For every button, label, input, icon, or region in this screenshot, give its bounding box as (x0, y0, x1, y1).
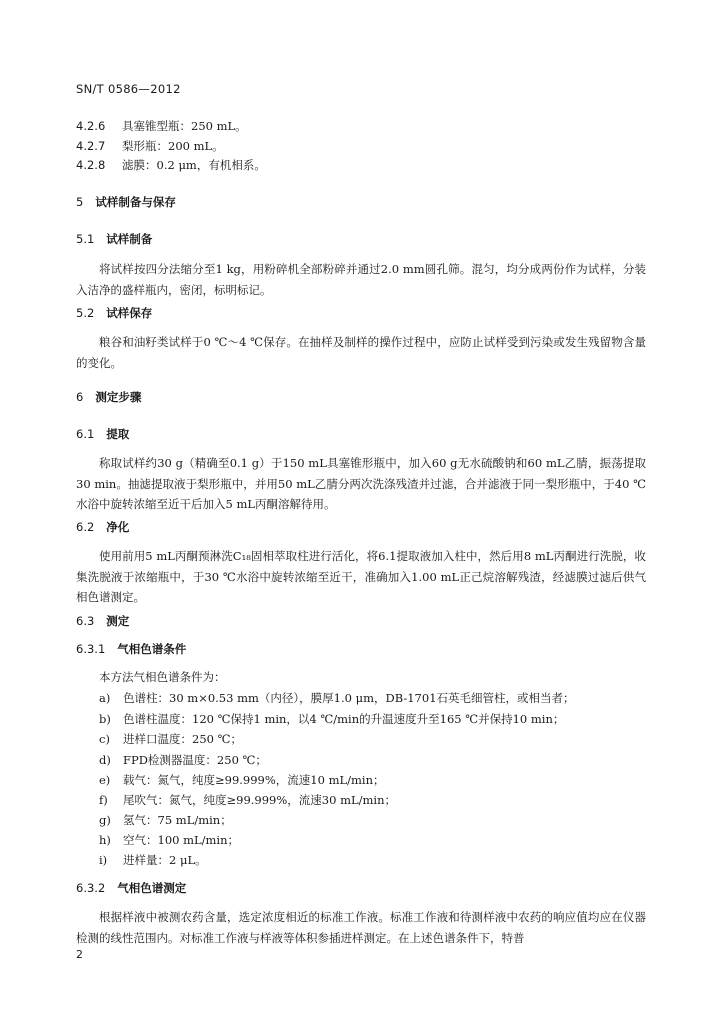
section-number: 6.1 (76, 427, 95, 441)
section-number: 6.3.1 (76, 642, 106, 656)
section-title: 测定步骤 (95, 390, 142, 404)
condition-item-d (76, 752, 267, 768)
list-text: 进样量：2 μL。 (123, 853, 207, 867)
section-number: 6.2 (76, 520, 95, 534)
list-marker: f) (99, 793, 108, 807)
condition-item-a (76, 690, 575, 706)
section-title: 气相色谱测定 (117, 881, 187, 895)
list-text: 色谱柱：30 m×0.53 mm（内径），膜厚1.0 μm，DB-1701石英毛细管柱，或相当者； (123, 691, 575, 705)
list-text: 空气：100 mL/min； (123, 833, 240, 847)
section-6-heading (76, 389, 141, 405)
section-number: 6.3 (76, 614, 95, 628)
section-6-3-heading (76, 613, 129, 629)
list-text: 尾吹气：氮气，纯度≥99.999%，流速30 mL/min； (123, 793, 396, 807)
section-6-3-1-intro: 本方法气相色谱条件为： (99, 670, 226, 684)
list-marker: c) (99, 732, 110, 746)
condition-item-i (76, 852, 207, 868)
section-6-1-heading (76, 426, 129, 442)
section-title: 测定 (106, 614, 130, 628)
list-marker: h) (99, 833, 111, 847)
apparatus-item-4-2-7 (76, 138, 224, 154)
list-marker: g) (99, 813, 111, 827)
item-text: 梨形瓶：200 mL。 (122, 139, 224, 153)
list-text: 进样口温度：250 ℃； (123, 732, 242, 746)
section-number: 6 (76, 390, 84, 404)
list-marker: e) (99, 773, 111, 787)
list-marker: i) (99, 853, 108, 867)
section-number: 6.3.2 (76, 881, 106, 895)
condition-item-g (76, 812, 232, 828)
condition-item-e (76, 772, 385, 788)
condition-item-b (76, 711, 564, 727)
section-title: 试样制备与保存 (95, 195, 176, 209)
section-title: 气相色谱条件 (117, 642, 187, 656)
section-6-3-1-heading (76, 641, 186, 657)
item-number: 4.2.7 (76, 139, 106, 153)
section-5-2-text: 粮谷和油籽类试样于0 ℃～4 ℃保存。在抽样及制样的操作过程中，应防止试样受到污染或发生残留物含量的变化。 (76, 335, 646, 370)
list-marker: b) (99, 712, 111, 726)
section-number: 5 (76, 195, 84, 209)
list-text: FPD检测器温度：250 ℃； (123, 753, 267, 767)
section-title: 提取 (106, 427, 130, 441)
page-number: 2 (76, 948, 83, 961)
list-text: 载气：氮气，纯度≥99.999%，流速10 mL/min； (123, 773, 385, 787)
section-6-1-text: 称取试样约30 g（精确至0.1 g）于150 mL具塞锥形瓶中，加入60 g无水硫酸钠和60 mL乙腈，振荡提取30 min。抽滤提取液于梨形瓶中，并用50 mL乙腈分两次洗涤残渣并过滤，合并滤液于同一梨形瓶中，于40 ℃水浴中旋转浓缩至近干后加入5 mL丙酮溶解待用。 (76, 456, 646, 511)
condition-item-h (76, 832, 239, 848)
item-text: 具塞锥型瓶：250 mL。 (122, 119, 247, 133)
condition-item-f (76, 792, 396, 808)
list-marker: d) (99, 753, 111, 767)
condition-item-c (76, 731, 242, 747)
section-5-2-heading (76, 305, 152, 321)
document-code: SN/T 0586—2012 (76, 82, 181, 96)
section-5-1-heading (76, 231, 152, 247)
section-title: 试样制备 (106, 232, 153, 246)
section-6-2-text: 使用前用5 mL丙酮预淋洗C₁₈固相萃取柱进行活化，将6.1提取液加入柱中，然后用8 mL丙酮进行洗脱，收集洗脱液于浓缩瓶中，于30 ℃水浴中旋转浓缩至近干，准确加入1.00 mL正己烷溶解残渣，经滤膜过滤后供气相色谱测定。 (76, 549, 646, 604)
list-marker: a) (99, 691, 111, 705)
section-5-heading (76, 194, 176, 210)
item-number: 4.2.6 (76, 119, 106, 133)
item-text: 滤膜：0.2 μm，有机相系。 (122, 158, 266, 172)
item-number: 4.2.8 (76, 158, 106, 172)
section-title: 净化 (106, 520, 130, 534)
list-text: 色谱柱温度：120 ℃保持1 min，以4 ℃/min的升温速度升至165 ℃并保持10 min； (123, 712, 565, 726)
section-number: 5.1 (76, 232, 95, 246)
apparatus-item-4-2-6 (76, 118, 247, 134)
list-text: 氢气：75 mL/min； (123, 813, 232, 827)
section-6-2-heading (76, 519, 129, 535)
section-6-3-2-heading (76, 880, 186, 896)
apparatus-item-4-2-8 (76, 157, 266, 173)
section-6-3-2-text: 根据样液中被测农药含量，选定浓度相近的标准工作液。标准工作液和待测样液中农药的响应值均应在仪器检测的线性范围内。对标准工作液与样液等体积参插进样测定。在上述色谱条件下，特普 (76, 910, 646, 945)
section-number: 5.2 (76, 306, 95, 320)
section-5-1-text: 将试样按四分法缩分至1 kg，用粉碎机全部粉碎并通过2.0 mm圆孔筛。混匀，均分成两份作为试样，分装入洁净的盛样瓶内，密闭，标明标记。 (76, 262, 646, 297)
section-title: 试样保存 (106, 306, 153, 320)
